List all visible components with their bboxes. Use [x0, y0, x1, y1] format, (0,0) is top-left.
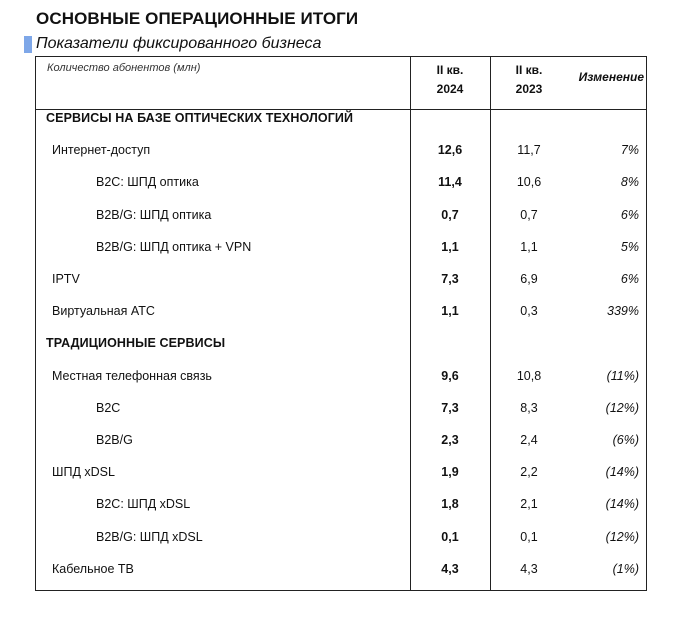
- header-col-2023-quarter: II кв.: [515, 63, 543, 77]
- section-subtitle: Показатели фиксированного бизнеса: [36, 35, 322, 52]
- row-label: B2B/G: [96, 433, 133, 447]
- table-row: [36, 295, 646, 327]
- header-col-change: Изменение: [578, 70, 644, 84]
- value-2023: 1,1: [520, 239, 538, 254]
- table-row: [36, 456, 646, 488]
- table-row: [36, 521, 646, 553]
- change-value: 6%: [620, 272, 639, 286]
- change-value: (12%): [605, 400, 639, 415]
- row-label: ШПД xDSL: [52, 465, 115, 480]
- value-2023: 11,7: [517, 143, 541, 158]
- subscribers-table: [35, 56, 647, 591]
- value-2024: 9,6: [441, 368, 459, 383]
- row-label: B2C: [96, 400, 121, 415]
- change-value: (14%): [605, 497, 639, 512]
- table-row: [36, 360, 646, 392]
- table-row: [36, 553, 646, 585]
- change-value: (1%): [612, 561, 639, 576]
- page-title: ОСНОВНЫЕ ОПЕРАЦИОННЫЕ ИТОГИ: [36, 9, 359, 28]
- table-row: [36, 392, 646, 424]
- table-row: [36, 231, 646, 263]
- value-2024: 1,1: [441, 239, 459, 254]
- value-2024: 1,1: [441, 304, 459, 319]
- row-label: B2C: ШПД xDSL: [96, 497, 191, 512]
- change-value: (6%): [612, 433, 639, 447]
- value-2023: 0,3: [520, 304, 538, 319]
- row-label: Кабельное ТВ: [52, 561, 134, 576]
- value-2023: 2,4: [520, 433, 538, 447]
- table-row: [36, 166, 646, 198]
- subtitle-block: [24, 33, 321, 55]
- change-value: 6%: [620, 207, 639, 222]
- value-2024: 7,3: [441, 400, 459, 415]
- value-2024: 12,6: [437, 143, 463, 158]
- table-row: [36, 134, 646, 166]
- header-units-label: Количество абонентов (млн): [47, 62, 201, 74]
- header-col-2023: [493, 62, 565, 97]
- row-label: B2B/G: ШПД оптика + VPN: [96, 239, 252, 254]
- value-2023: 8,3: [520, 400, 538, 415]
- row-label: B2B/G: ШПД xDSL: [96, 529, 203, 544]
- change-value: 5%: [620, 239, 639, 254]
- header-col-2023-year: 2023: [515, 82, 543, 96]
- change-value: 7%: [620, 143, 639, 158]
- section-header-row: [36, 102, 646, 134]
- value-2023: 2,1: [520, 497, 538, 512]
- change-value: (12%): [605, 529, 639, 544]
- table-row: [36, 424, 646, 456]
- table-row: [36, 263, 646, 295]
- header-col-2024-quarter: II кв.: [436, 63, 464, 77]
- value-2024: 2,3: [441, 433, 459, 447]
- value-2024: 1,9: [441, 465, 459, 480]
- row-label: B2B/G: ШПД оптика: [96, 207, 212, 222]
- value-2023: 2,2: [520, 465, 538, 480]
- row-label: IPTV: [52, 272, 80, 286]
- value-2023: 0,1: [520, 529, 538, 544]
- row-label: Местная телефонная связь: [52, 368, 212, 383]
- change-value: (14%): [605, 465, 639, 480]
- header-col-2024: [414, 62, 486, 97]
- section-header-row: [36, 327, 646, 359]
- row-label: СЕРВИСЫ НА БАЗЕ ОПТИЧЕСКИХ ТЕХНОЛОГИЙ: [46, 111, 354, 125]
- value-2024: 4,3: [441, 561, 459, 576]
- bookmark-icon: [24, 36, 32, 53]
- value-2023: 10,6: [516, 175, 542, 190]
- table-row: [36, 199, 646, 231]
- change-value: (11%): [606, 368, 639, 383]
- change-value: 8%: [620, 175, 639, 190]
- value-2024: 0,7: [441, 207, 459, 222]
- value-2023: 6,9: [520, 272, 538, 286]
- row-label: ТРАДИЦИОННЫЕ СЕРВИСЫ: [46, 336, 226, 351]
- change-value: 339%: [607, 304, 639, 319]
- row-label: Виртуальная АТС: [52, 304, 155, 319]
- value-2024: 7,3: [441, 272, 459, 286]
- value-2024: 1,8: [441, 497, 459, 512]
- row-label: B2C: ШПД оптика: [96, 175, 199, 190]
- value-2023: 4,3: [520, 561, 538, 576]
- table-row: [36, 488, 646, 520]
- value-2024: 11,4: [438, 175, 462, 190]
- value-2024: 0,1: [441, 529, 459, 544]
- row-label: Интернет-доступ: [52, 143, 151, 158]
- value-2023: 0,7: [520, 207, 538, 222]
- value-2023: 10,8: [516, 368, 542, 383]
- header-col-2024-year: 2024: [436, 82, 464, 96]
